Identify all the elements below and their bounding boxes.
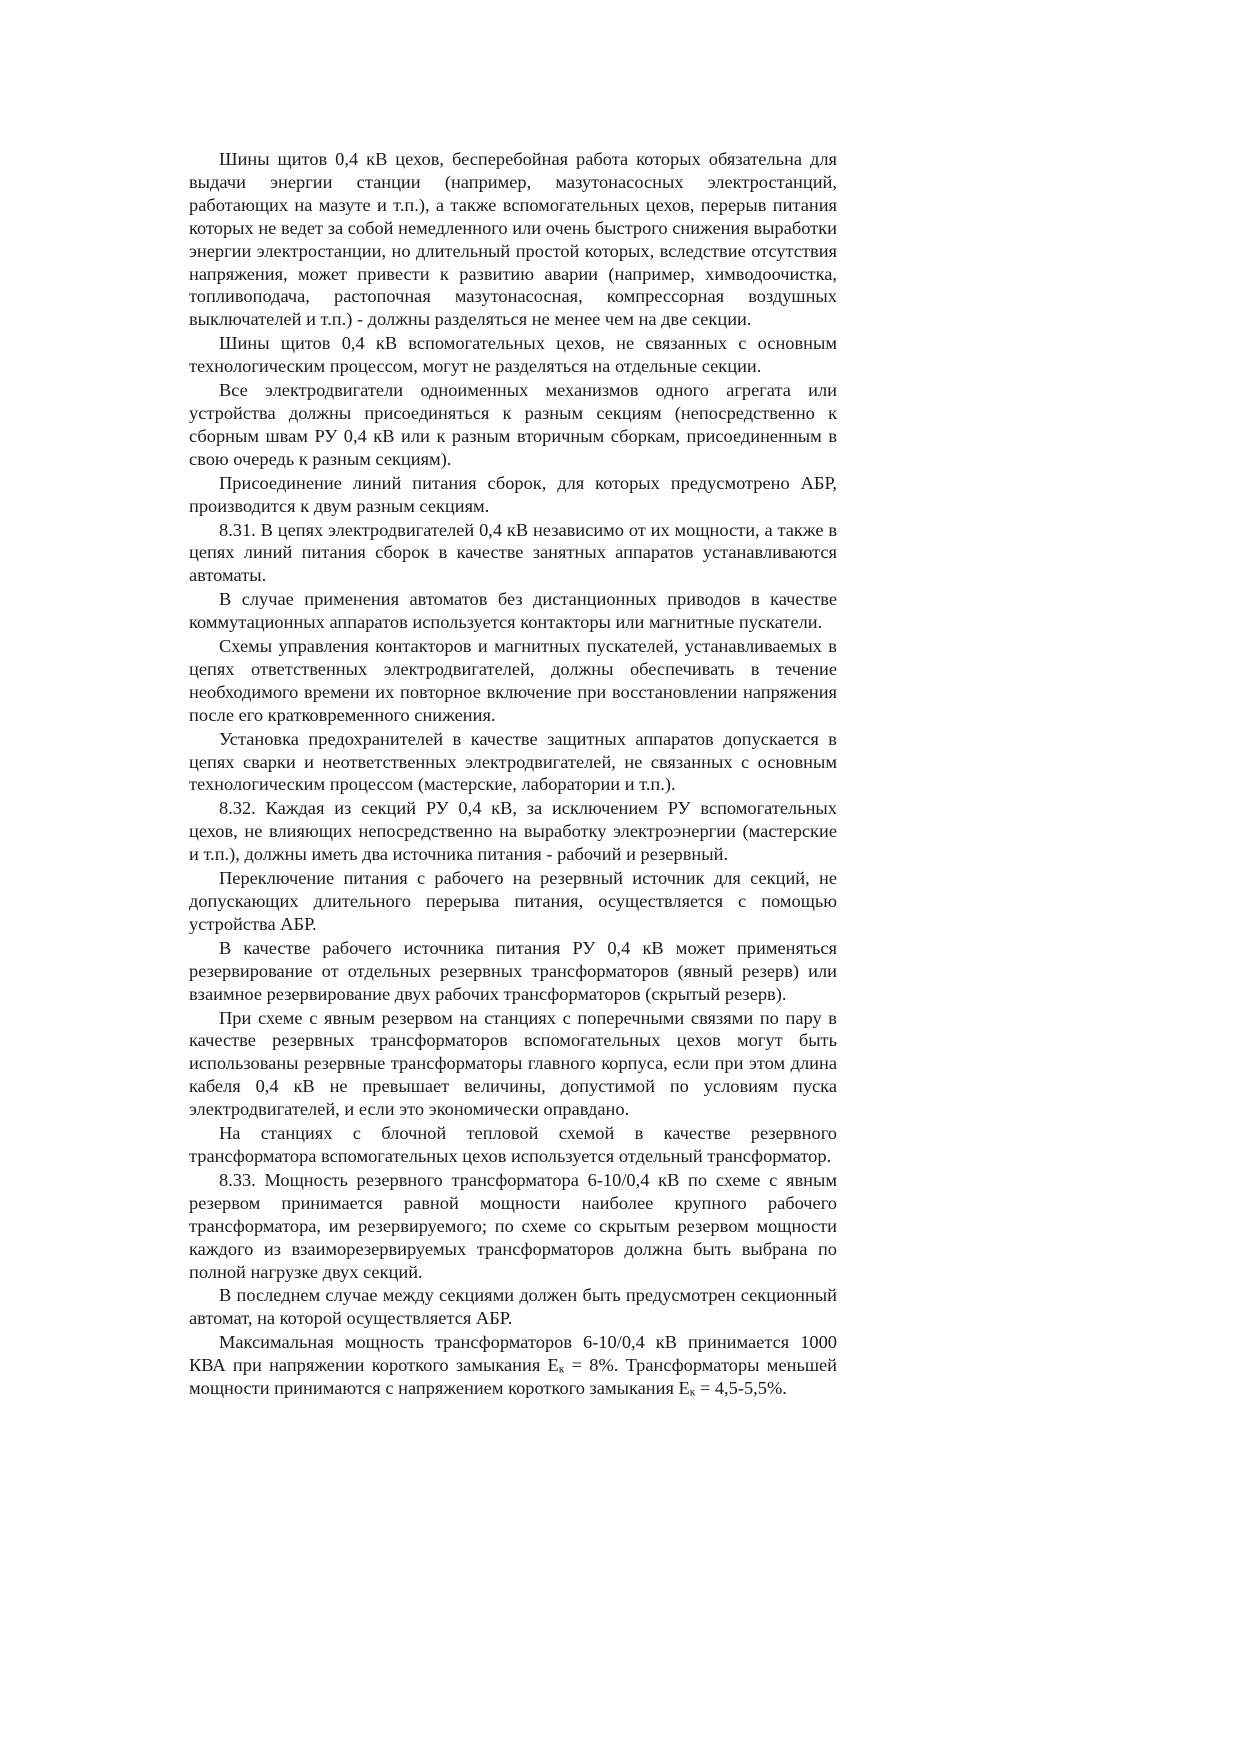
paragraph-16-part-1: Максимальная мощность трансформаторов 6-10/0,4 кВ принимается 1000 КВА при напряжении короткого замыкания Е (189, 1332, 837, 1376)
subscript-k-2: к (689, 1386, 696, 1399)
paragraph-2: Шины щитов 0,4 кВ вспомогательных цехов, не связанных с основным технологическим процессом, могут не разделяться на отдельные секции. (189, 333, 837, 377)
paragraph-8: Установка предохранителей в качестве защитных аппаратов допускается в цепях сварки и неответственных электродвигателей, не связанных с основным технологическим процессом (мастерские, лаборатории и т.п.). (189, 728, 837, 795)
paragraph-5: 8.31. В цепях электродвигателей 0,4 кВ независимо от их мощности, а также в цепях линий питания сборок в качестве занятных аппаратов устанавливаются автоматы. (189, 519, 837, 586)
paragraph-11: В качестве рабочего источника питания РУ 0,4 кВ может применяться резервирование от отдельных резервных трансформаторов (явный резерв) или взаимное резервирование двух рабочих трансформаторов (скрытый резерв). (189, 937, 837, 1004)
paragraph-16-part-2: = 8%. Трансформаторы меньшей мощности принимаются с напряжением короткого замыкания Е (189, 1355, 838, 1399)
paragraph-7: Схемы управления контакторов и магнитных пускателей, устанавливаемых в цепях ответственных электродвигателей, должны обеспечивать в течение необходимого времени их повторное включение при восстановлении напряжения после его кратковременного снижения. (189, 636, 837, 725)
paragraph-1: Шины щитов 0,4 кВ цехов, бесперебойная работа которых обязательна для выдачи энергии станции (например, мазутонасосных электростанций, работающих на мазуте и т.п.), а также вспомогательных цехов, перерыв питания которых не ведет за собой немедленного или очень быстрого снижения выработки энергии электростанции, но длительный простой которых, вследствие отсутствия напряжения, может привести к развитию аварии (например, химводоочистка, топливоподача, растопочная мазутонасосная, компрессорная воздушных выключателей и т.п.) - должны разделяться не менее чем на две секции. (189, 149, 837, 330)
document-page (189, 148, 837, 1401)
paragraph-10: Переключение питания с рабочего на резервный источник для секций, не допускающих длительного перерыва питания, осуществляется с помощью устройства АБР. (189, 868, 837, 934)
paragraph-15: В последнем случае между секциями должен быть предусмотрен секционный автомат, на которой осуществляется АБР. (189, 1285, 837, 1329)
subscript-k-1: к (558, 1363, 565, 1376)
paragraph-9: 8.32. Каждая из секций РУ 0,4 кВ, за исключением РУ вспомогательных цехов, не влияющих непосредственно на выработку электроэнергии (мастерские и т.п.), должны иметь два источника питания - рабочий и резервный. (189, 798, 837, 865)
paragraph-6: В случае применения автоматов без дистанционных приводов в качестве коммутационных аппаратов используется контакторы или магнитные пускатели. (189, 589, 837, 633)
paragraph-4: Присоединение линий питания сборок, для которых предусмотрено АБР, производится к двум разным секциям. (189, 472, 837, 516)
paragraph-12: При схеме с явным резервом на станциях с поперечными связями по пару в качестве резервных трансформаторов вспомогательных цехов могут быть использованы резервные трансформаторы главного корпуса, если при этом длина кабеля 0,4 кВ не превышает величины, допустимой по условиям пуска электродвигателей, и если это экономически оправдано. (189, 1007, 837, 1120)
paragraph-14: 8.33. Мощность резервного трансформатора 6-10/0,4 кВ по схеме с явным резервом принимается равной мощности наиболее крупного рабочего трансформатора, им резервируемого; по схеме со скрытым резервом мощности каждого из взаиморезервируемых трансформаторов должна быть выбрана по полной нагрузке двух секций. (189, 1169, 837, 1282)
paragraph-16-part-3: = 4,5-5,5%. (695, 1378, 787, 1399)
paragraph-16 (189, 1331, 837, 1400)
paragraph-13: На станциях с блочной тепловой схемой в качестве резервного трансформатора вспомогательных цехов используется отдельный трансформатор. (189, 1123, 837, 1166)
paragraph-3: Все электродвигатели одноименных механизмов одного агрегата или устройства должны присоединяться к разным секциям (непосредственно к сборным швам РУ 0,4 кВ или к разным вторичным сборкам, присоединенным в свою очередь к разным секциям). (189, 380, 837, 469)
